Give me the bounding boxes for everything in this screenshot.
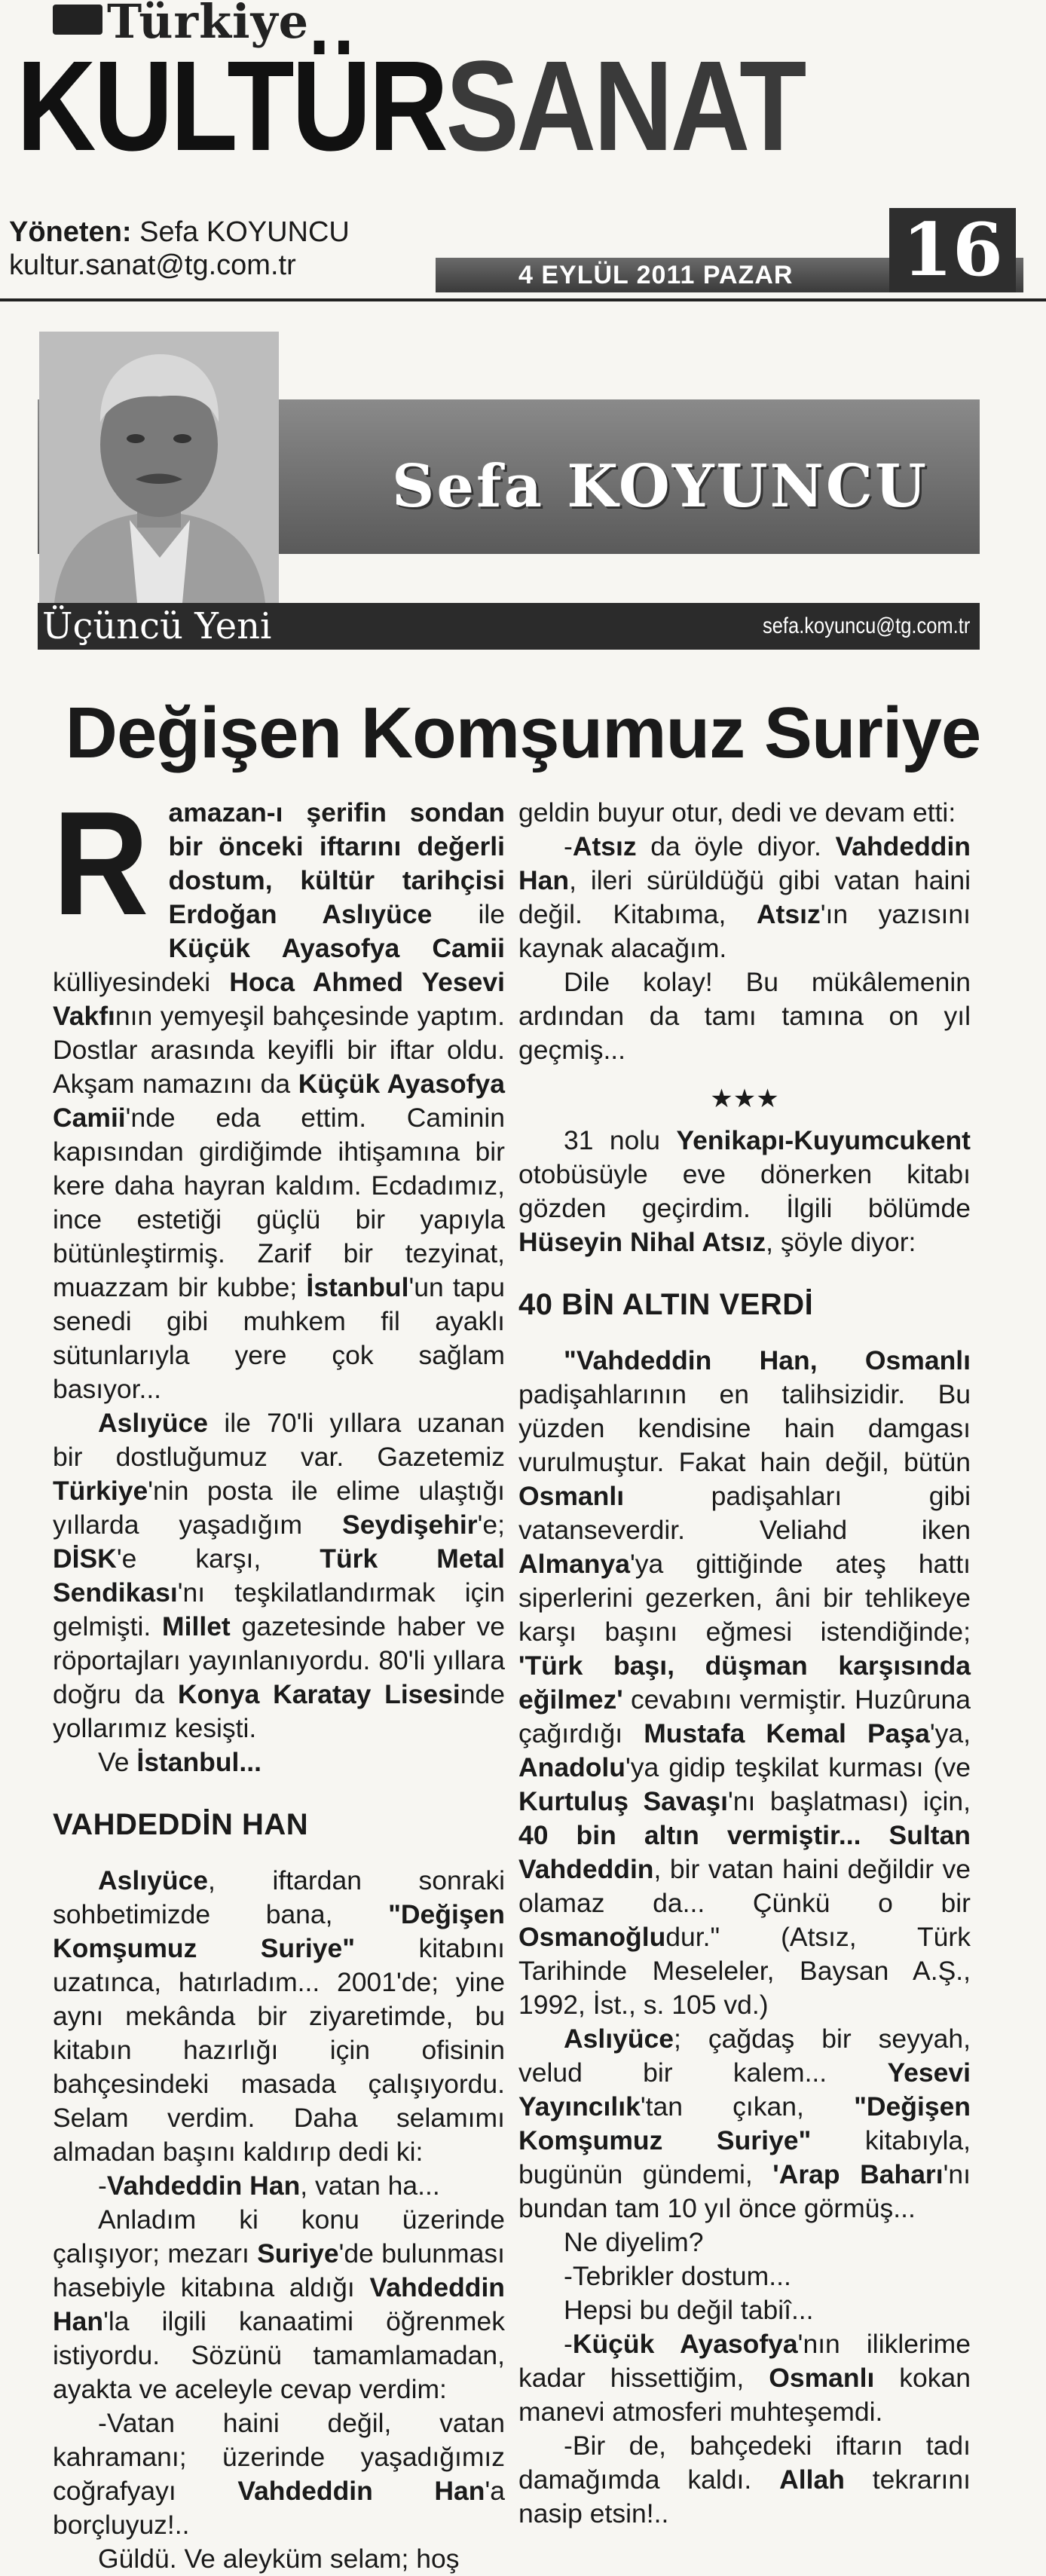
- paragraph: [518, 830, 971, 965]
- text-run: 'la ilgili kanaatimi öğrenmek istiyordu. Sözünü tamamlamadan, ayakta ve aceleyle cevap verdim:: [53, 2306, 505, 2404]
- text-run: ile 70'li yıllara uzanan bir dostluğumuz var. Gazetemiz: [53, 1408, 505, 1472]
- article-column-left: [53, 781, 506, 2576]
- text-run: 'ya gittiğinde ateş hattı siperlerini gezerken, âni bir tehlikeye karşı başını eğmesi istendiğinde;: [518, 1549, 971, 1647]
- text-run: 'nın iliklerime kadar hissettiğim,: [518, 2329, 971, 2393]
- text-run: , şöyle diyor:: [766, 1227, 916, 1257]
- text-run: Ve: [98, 1747, 137, 1777]
- text-run: Osmanoğlu: [518, 1922, 666, 1952]
- text-run: 'de bulunması hasebiyle kitabına aldığı: [53, 2238, 505, 2302]
- text-run: -Vatan haini değil, vatan kahramanı; üzerinde yaşadığımız coğrafyayı: [53, 2408, 505, 2506]
- flag-icon: [53, 5, 102, 35]
- text-run: cevabını vermiştir. Huzûruna çağırdığı: [518, 1684, 971, 1748]
- paragraph: [53, 1864, 505, 2169]
- editor-info: [9, 216, 350, 282]
- article-headline: Değişen Komşumuz Suriye: [65, 693, 981, 773]
- text-run: ile: [432, 899, 505, 929]
- text-run: Almanya: [518, 1549, 630, 1579]
- masthead-divider: [0, 298, 1046, 301]
- text-run: "Değişen Komşumuz Suriye": [518, 2091, 971, 2155]
- text-run: Dile kolay! Bu mükâlemenin ardından da tamı tamına on yıl geçmiş...: [518, 967, 971, 1065]
- text-run: nın yemyeşil bahçesinde yaptım. Dostlar arasında keyifli bir iftar oldu. Akşam namazını da: [53, 1001, 505, 1099]
- text-run: Türkiye: [53, 1476, 148, 1506]
- text-run: -Bir de, bahçedeki iftarın tadı damağımda kaldı.: [518, 2431, 971, 2495]
- text-run: kitabıyla, bugünün gündemi,: [518, 2125, 971, 2189]
- subheading: VAHDEDDİN HAN: [53, 1808, 309, 1841]
- text-run: Vahdeddin Han: [518, 831, 971, 895]
- text-run: padişahlarının en talihsizidir. Bu yüzden kendisine hain damgası vurulmuştur. Fakat hain değil, bütün: [518, 1379, 971, 1477]
- paragraph: Hepsi bu değil tabiî...: [564, 2295, 814, 2325]
- masthead: [0, 0, 1046, 317]
- paragraph: [53, 1745, 505, 1779]
- paragraph: [53, 2203, 505, 2406]
- text-run: Vahdeddin Han: [237, 2476, 485, 2506]
- text-run: Türk Metal Sendikası: [53, 1543, 505, 1608]
- text-run: , ileri sürüldüğü gibi vatan haini değil. Kitabıma,: [518, 865, 971, 929]
- text-run: Erdoğan Aslıyüce: [168, 899, 433, 929]
- text-run: Anadolu: [518, 1752, 625, 1782]
- text-run: Küçük Ayasofya: [572, 2329, 798, 2359]
- text-run: 'ya,: [929, 1718, 971, 1748]
- text-run: Küçük Ayasofya Camii: [53, 1069, 505, 1133]
- text-run: 'Arap Baharı: [772, 2159, 944, 2189]
- text-run: Aslıyüce: [564, 2024, 674, 2054]
- text-run: kokan manevi atmosferi muhteşemdi.: [518, 2363, 971, 2427]
- text-run: İstanbul: [306, 1272, 409, 1302]
- drop-cap: R: [53, 781, 149, 946]
- paragraph: [518, 2022, 971, 2226]
- text-run: Kurtuluş Savaşı: [518, 1786, 728, 1816]
- text-run: Konya Karatay Lisesi: [177, 1679, 460, 1709]
- text-run: Suriye: [257, 2238, 339, 2269]
- paragraph: [53, 2169, 505, 2203]
- text-run: Seydişehir: [342, 1510, 478, 1540]
- column-title: Üçüncü Yeni: [42, 605, 272, 647]
- section-logo-a: KULTÜR: [17, 35, 446, 178]
- text-run: 'nde eda ettim. Caminin kapısından girdiğimde ihtişamına bir kere daha hayran kaldım. Ecdadımız, ince estetiği güçlü bir yapıyla bütünleştirmiş. Zarif bir tezyinat, muazzam bir kubbe;: [53, 1103, 505, 1302]
- text-run: Allah: [779, 2464, 845, 2495]
- text-run: otobüsüyle eve dönerken kitabı gözden geçirdim. İlgili bölümde: [518, 1159, 971, 1223]
- text-run: 'e karşı,: [116, 1543, 320, 1574]
- text-run: Millet: [162, 1611, 231, 1641]
- text-run: 'tan çıkan,: [640, 2091, 855, 2122]
- text-run: 'nin posta ile elime ulaştığı yıllarda yaşadığım: [53, 1476, 505, 1540]
- text-run: 'Türk başı, düşman karşısında eğilmez': [518, 1651, 971, 1715]
- editor-label: Yöneten:: [9, 216, 132, 248]
- text-run: , bir vatan haini değildir ve olamaz da... Çünkü o bir: [518, 1854, 971, 1918]
- author-photo-icon: [39, 332, 279, 603]
- text-run: 'ın yazısını kaynak alacağım.: [518, 899, 971, 963]
- editor-name: Sefa KOYUNCU: [139, 216, 350, 248]
- paragraph: -Tebrikler dostum...: [564, 2261, 791, 2291]
- text-run: amazan-ı şerifin sondan bir önceki iftarını değerli dostum, kültür tarihçisi: [168, 797, 505, 895]
- author-portrait: [39, 332, 279, 603]
- text-run: "Değişen Komşumuz Suriye": [53, 1899, 505, 1963]
- paragraph: [518, 1344, 971, 2022]
- text-run: 31 nolu: [564, 1125, 677, 1155]
- text-run: 'nı teşkilatlandırmak için gelmişti.: [53, 1577, 505, 1641]
- article-column-right: [518, 796, 971, 2531]
- text-run: geldin buyur otur, dedi ve devam etti:: [518, 797, 956, 828]
- text-run: da öyle diyor.: [636, 831, 836, 861]
- text-run: Yenikapı-Kuyumcukent: [676, 1125, 971, 1155]
- text-run: 'nı başlatması) için,: [727, 1786, 971, 1816]
- text-run: Hoca Ahmed Yesevi Vakfı: [53, 967, 506, 1031]
- text-run: nde yollarımız kesişti.: [53, 1679, 506, 1743]
- paragraph: [518, 1124, 971, 1259]
- subheading: 40 BİN ALTIN VERDİ: [518, 1288, 814, 1321]
- author-email[interactable]: sefa.koyuncu@tg.com.tr: [763, 613, 971, 638]
- paragraph: Ne diyelim?: [564, 2227, 704, 2257]
- text-run: 'nı bundan tam 10 yıl önce görmüş...: [518, 2159, 971, 2223]
- text-run: 'e;: [477, 1510, 505, 1540]
- text-run: Küçük Ayasofya Camii: [168, 933, 505, 963]
- text-run: Güldü. Ve aleyküm selam; hoş: [98, 2544, 460, 2574]
- text-run: külliyesindeki: [53, 967, 230, 997]
- text-run: 'ya gidip teşkilat kurması (ve: [625, 1752, 971, 1782]
- text-run: 'a borçluyuz!..: [53, 2476, 505, 2540]
- text-run: "Vahdeddin Han, Osmanlı: [564, 1345, 971, 1375]
- text-run: -: [564, 831, 573, 861]
- text-run: DİSK: [53, 1543, 117, 1574]
- paragraph: [53, 1406, 505, 1745]
- text-run: Osmanlı: [769, 2363, 875, 2393]
- text-run: ; çağdaş bir seyyah, velud bir kalem...: [518, 2024, 971, 2088]
- text-run: Vahdeddin Han: [106, 2171, 301, 2201]
- text-run: Aslıyüce: [98, 1408, 209, 1438]
- text-run: Aslıyüce: [98, 1865, 209, 1895]
- paragraph: [518, 965, 971, 1067]
- text-run: dur." (Atsız, Türk Tarihinde Meseleler, Baysan A.Ş., 1992, İst., s. 105 vd.): [518, 1922, 971, 2020]
- text-run: -: [98, 2171, 107, 2201]
- paragraph: [53, 2406, 505, 2542]
- text-run: Hüseyin Nihal Atsız: [518, 1227, 766, 1257]
- text-run: İstanbul...: [136, 1747, 262, 1777]
- text-run: -: [564, 2329, 573, 2359]
- text-run: Osmanlı: [518, 1481, 625, 1511]
- text-run: padişahları gibi vatanseverdir. Veliahd iken: [518, 1481, 971, 1545]
- text-run: kitabını uzatınca, hatırladım... 2001'de; yine aynı mekânda bir ziyaretimde, bu kitabın hazırlığı için ofisinin bahçesindeki masada çalışıyordu. Selam verdim. Daha selamımı almadan başını kaldırıp dedi ki:: [53, 1933, 505, 2167]
- text-run: Vahdeddin Han: [53, 2272, 505, 2336]
- paragraph: [518, 2327, 971, 2429]
- text-run: 'un tapu senedi gibi muhkem fil ayaklı sütunlarıyla yere çok sağlam basıyor...: [53, 1272, 505, 1404]
- paragraph: [53, 2542, 505, 2576]
- paragraph: [53, 781, 506, 1406]
- section-logo-b: SANAT: [445, 35, 804, 178]
- paragraph: [518, 2429, 971, 2531]
- text-run: Anladım ki konu üzerinde çalışıyor; mezarı: [53, 2204, 505, 2269]
- section-logo: [17, 35, 804, 178]
- column-author: Sefa KOYUNCU: [392, 452, 928, 521]
- section-separator: ★★★: [710, 1085, 779, 1113]
- text-run: , iftardan sonraki sohbetimizde bana,: [53, 1865, 505, 1929]
- page-number: 16: [889, 208, 1016, 292]
- text-run: Mustafa Kemal Paşa: [644, 1718, 930, 1748]
- date-bar: 4 EYLÜL 2011 PAZAR: [436, 258, 1023, 292]
- text-run: Atsız: [756, 899, 821, 929]
- brand-top-text: Türkiye: [107, 0, 310, 49]
- text-run: 40 bin altın vermiştir... Sultan Vahdeddin: [518, 1820, 971, 1884]
- text-run: tekrarını nasip etsin!..: [518, 2464, 971, 2529]
- text-run: Yesevi Yayıncılık: [518, 2057, 971, 2122]
- editor-email: kultur.sanat@tg.com.tr: [9, 249, 296, 281]
- paragraph: [518, 796, 971, 830]
- text-run: , vatan ha...: [300, 2171, 440, 2201]
- text-run: gazetesinde haber ve röportajları yayınlanıyordu. 80'li yıllara doğru da: [53, 1611, 505, 1709]
- text-run: Atsız: [572, 831, 637, 861]
